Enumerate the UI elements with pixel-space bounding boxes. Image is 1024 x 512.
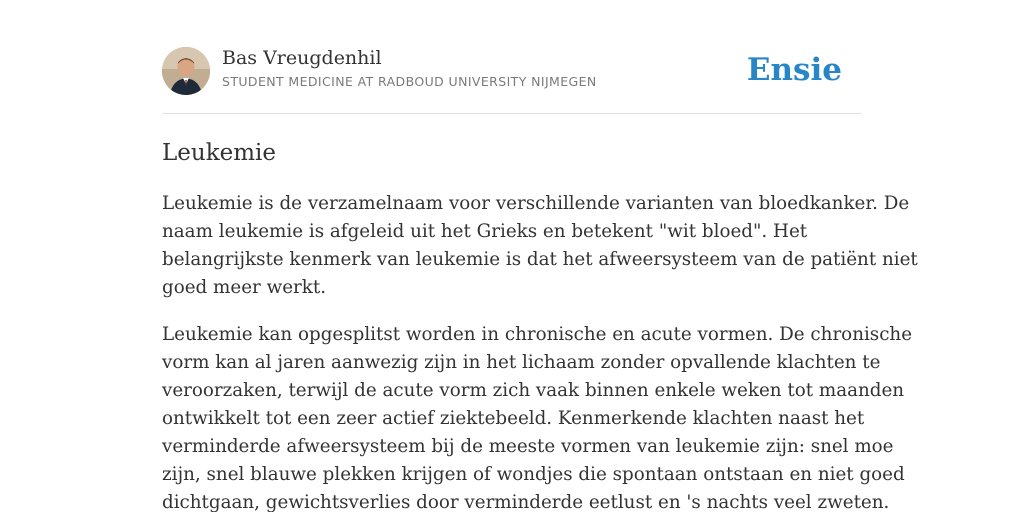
ensie-logo[interactable]: Ensie <box>746 52 842 88</box>
paragraph-line: zijn, snel blauwe plekken krijgen of wondjes die spontaan ontstaan en niet goed <box>162 464 905 485</box>
author-header <box>162 46 862 96</box>
author-avatar[interactable] <box>162 47 210 95</box>
paragraph-line: veroorzaken, terwijl de acute vorm zich vaak binnen enkele weken tot maanden <box>162 380 905 401</box>
paragraph-line: verminderde afweersysteem bij de meeste vormen van leukemie zijn: snel moe <box>162 436 894 457</box>
paragraph-line: dichtgaan, gewichtsverlies door verminderde eetlust en 's nachts veel zweten. <box>162 492 890 512</box>
paragraph-line: vorm kan al jaren aanwezig zijn in het lichaam zonder opvallende klachten te <box>162 352 881 373</box>
article-paragraph <box>162 190 918 302</box>
paragraph-line: naam leukemie is afgeleid uit het Grieks en betekent "wit bloed". Het <box>162 221 808 242</box>
author-name[interactable]: Bas Vreugdenhil <box>222 47 382 69</box>
article-paragraph <box>162 321 913 512</box>
article-body <box>162 190 918 512</box>
paragraph-line: Leukemie is de verzamelnaam voor verschillende varianten van bloedkanker. De <box>162 193 910 214</box>
paragraph-line: ontwikkelt tot een zeer actief ziektebeeld. Kenmerkende klachten naast het <box>162 408 865 429</box>
avatar-photo-icon <box>162 47 210 95</box>
article-title: Leukemie <box>162 140 277 166</box>
paragraph-line: belangrijkste kenmerk van leukemie is dat het afweersysteem van de patiënt niet <box>162 249 918 270</box>
header-divider <box>162 113 862 114</box>
paragraph-line: goed meer werkt. <box>162 277 327 298</box>
paragraph-line: Leukemie kan opgesplitst worden in chronische en acute vormen. De chronische <box>162 324 913 345</box>
author-bio: STUDENT MEDICINE AT RADBOUD UNIVERSITY NIJMEGEN <box>222 74 597 89</box>
